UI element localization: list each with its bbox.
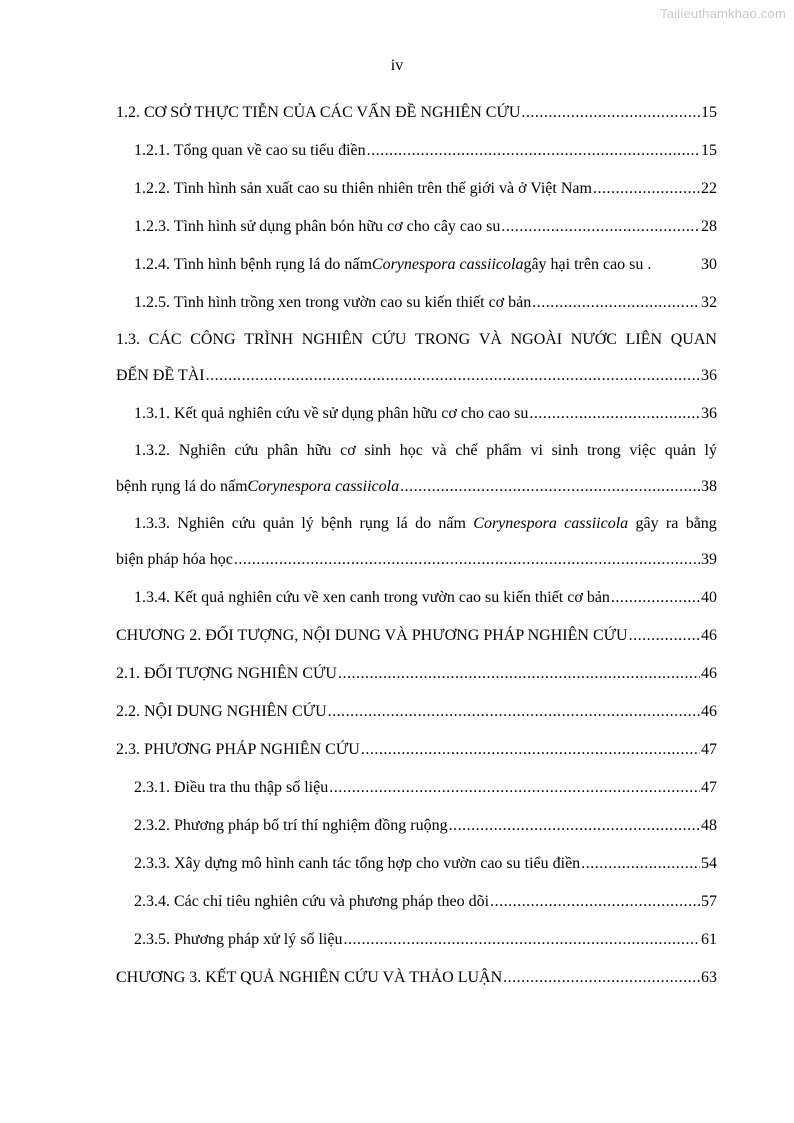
watermark: Tailieuthamkhao.com <box>660 6 786 21</box>
toc-word: VÀ <box>478 331 502 348</box>
toc-entry-line <box>116 959 717 997</box>
toc-dot-leader <box>521 94 700 132</box>
toc-word: 1.3.2. <box>134 442 170 459</box>
toc-word: phân <box>266 442 299 459</box>
toc-entry-title: 2.3.4. Các chỉ tiêu nghiên cứu và phương pháp theo dõi <box>134 893 490 910</box>
toc-entry-title: 2.2. NỘI DUNG NGHIÊN CỨU <box>116 703 327 720</box>
toc-dot-leader <box>329 769 700 807</box>
toc-entry-1-2-2[interactable] <box>116 170 717 208</box>
toc-page-number: 15 <box>701 142 717 159</box>
toc-page-number: 22 <box>701 180 717 197</box>
toc-word: do <box>415 515 432 532</box>
toc-word: chế <box>455 442 478 459</box>
toc-word: 1.3. <box>116 331 140 348</box>
toc-dot-leader <box>343 921 700 959</box>
toc-entry-line <box>116 468 717 506</box>
toc-dot-leader <box>611 579 700 617</box>
toc-word: trong <box>586 442 621 459</box>
toc-page-number: 36 <box>701 405 717 422</box>
toc-word: cơ <box>340 442 356 459</box>
toc-word: học <box>399 442 423 459</box>
toc-entry-line <box>116 395 717 433</box>
toc-entry-1-3[interactable] <box>116 322 717 395</box>
toc-entry-1-3-1[interactable] <box>116 395 717 433</box>
toc-word: Nghiên <box>177 515 225 532</box>
toc-dot-leader <box>400 468 700 506</box>
toc-entry-2-3-5[interactable] <box>116 921 717 959</box>
toc-entry-1-3-3[interactable] <box>116 506 717 579</box>
toc-entry-2-2[interactable] <box>116 693 717 731</box>
toc-word: rụng <box>359 515 389 532</box>
toc-entry-line <box>116 617 717 655</box>
toc-entry-line <box>116 655 717 693</box>
toc-entry-first-line <box>116 322 717 357</box>
toc-entry-line <box>116 921 717 959</box>
toc-dot-leader <box>490 883 700 921</box>
toc-word: bệnh <box>321 515 353 532</box>
toc-entry-title: 2.3. PHƯƠNG PHÁP NGHIÊN CỨU <box>116 741 360 758</box>
toc-word: và <box>431 442 447 459</box>
toc-entry-1-2-1[interactable] <box>116 132 717 170</box>
toc-entry-title: CHƯƠNG 3. KẾT QUẢ NGHIÊN CỨU VÀ THẢO LUẬN <box>116 969 503 986</box>
toc-page-number: 15 <box>701 104 717 121</box>
toc-entry-1-2-5[interactable] <box>116 284 717 322</box>
toc-page-number: 46 <box>701 703 717 720</box>
toc-entry-title: 2.1. ĐỐI TƯỢNG NGHIÊN CỨU <box>116 665 337 682</box>
toc-page-number: 39 <box>701 551 717 568</box>
toc-page-number: 47 <box>701 741 717 758</box>
toc-entry-ch3[interactable] <box>116 959 717 997</box>
toc-word: QUAN <box>670 331 717 348</box>
toc-word: nấm <box>438 515 466 532</box>
toc-word: lá <box>396 515 408 532</box>
toc-page-number: 28 <box>701 218 717 235</box>
toc-word: cứu <box>231 515 256 532</box>
toc-dot-leader <box>532 284 700 322</box>
toc-word: CỨU <box>371 331 407 348</box>
toc-entry-title: CHƯƠNG 2. ĐỐI TƯỢNG, NỘI DUNG VÀ PHƯƠNG PHÁP NGHIÊN CỨU <box>116 627 628 644</box>
toc-entry-title: 1.2. CƠ SỞ THỰC TIỄN CỦA CÁC VẤN ĐỀ NGHIÊN CỨU <box>116 104 521 121</box>
toc-page-number: 46 <box>701 627 717 644</box>
toc-word: gây <box>635 515 659 532</box>
toc-word: LIÊN <box>625 331 663 348</box>
toc-entry-title: 2.3.1. Điều tra thu thập số liệu <box>134 779 329 796</box>
toc-page-number: 48 <box>701 817 717 834</box>
toc-word: NGOÀI <box>510 331 563 348</box>
toc-entry-title: 1.2.1. Tổng quan về cao su tiểu điền <box>134 142 366 159</box>
toc-entry-first-line <box>116 433 717 468</box>
toc-entry-line <box>116 883 717 921</box>
toc-word: ra <box>665 515 679 532</box>
toc-dot-leader <box>501 208 700 246</box>
toc-entry-line <box>116 132 717 170</box>
toc-entry-title: 2.3.2. Phương pháp bố trí thí nghiệm đồng ruộng <box>134 817 448 834</box>
toc-page-number: 32 <box>701 294 717 311</box>
toc-dot-leader <box>629 617 700 655</box>
toc-entry-title: ĐẾN ĐỀ TÀI <box>116 367 205 384</box>
toc-entry-2-3-3[interactable] <box>116 845 717 883</box>
toc-word: sinh <box>364 442 392 459</box>
toc-entry-italic: Corynespora cassiicola <box>247 478 400 495</box>
toc-word: lý <box>301 515 314 532</box>
toc-dot-leader <box>206 357 700 395</box>
toc-entry-1-2[interactable] <box>116 94 717 132</box>
toc-word: cassiicola <box>564 515 629 532</box>
toc-word: vi <box>530 442 543 459</box>
toc-entry-line <box>116 693 717 731</box>
toc-page-number: 46 <box>701 665 717 682</box>
toc-word: CÔNG <box>190 331 236 348</box>
toc-entry-title: 1.2.2. Tình hình sản xuất cao su thiên nhiên trên thế giới và ở Việt Nam <box>134 180 592 197</box>
toc-word: CÁC <box>148 331 182 348</box>
toc-dot-leader <box>529 395 700 433</box>
toc-page-number: 30 <box>701 256 717 273</box>
toc-entry-title: 1.2.4. Tình hình bệnh rụng lá do nấm <box>134 256 372 273</box>
toc-dot-leader <box>367 132 700 170</box>
toc-word: NGHIÊN <box>301 331 364 348</box>
toc-dot-leader <box>503 959 700 997</box>
toc-entry-1-3-2[interactable] <box>116 433 717 506</box>
toc-entry-line <box>116 807 717 845</box>
toc-page-number: 57 <box>701 893 717 910</box>
toc-entry-title: biện pháp hóa học <box>116 551 233 568</box>
toc-entry-line <box>116 170 717 208</box>
toc-entry-line <box>116 579 717 617</box>
toc-word: lý <box>704 442 717 459</box>
toc-page-number: 38 <box>701 478 717 495</box>
toc-dot-leader <box>234 541 700 579</box>
toc-dot-leader <box>328 693 700 731</box>
toc-word: quản <box>262 515 294 532</box>
toc-entry-2-3-2[interactable] <box>116 807 717 845</box>
toc-word: sinh <box>551 442 579 459</box>
toc-entry-1-2-3[interactable] <box>116 208 717 246</box>
toc-entry-line <box>116 284 717 322</box>
page-number: iv <box>390 57 404 74</box>
toc-dot-leader <box>593 170 700 208</box>
toc-entry-title: 1.2.3. Tình hình sử dụng phân bón hữu cơ cho cây cao su <box>134 218 501 235</box>
toc-word: quản <box>664 442 696 459</box>
toc-page-number: 61 <box>701 931 717 948</box>
toc-word: việc <box>629 442 657 459</box>
toc-entry-line <box>116 769 717 807</box>
toc-entry-1-3-4[interactable] <box>116 579 717 617</box>
toc-dot-leader <box>361 731 700 769</box>
toc-entry-line <box>116 246 717 284</box>
toc-entry-ch2[interactable] <box>116 617 717 655</box>
toc-entry-title: 2.3.5. Phương pháp xử lý số liệu <box>134 931 343 948</box>
toc-entry-2-3-4[interactable] <box>116 883 717 921</box>
toc-entry-title: bệnh rụng lá do nấm <box>116 478 248 495</box>
toc-dot-leader <box>581 845 700 883</box>
table-of-contents <box>116 94 717 997</box>
toc-entry-2-3-1[interactable] <box>116 769 717 807</box>
toc-dot-leader <box>338 655 700 693</box>
toc-page-number: 54 <box>701 855 717 872</box>
toc-word: Corynespora <box>473 515 557 532</box>
toc-page-number: 40 <box>701 589 717 606</box>
toc-word: bằng <box>685 515 717 532</box>
toc-entry-line <box>116 208 717 246</box>
toc-entry-2-3[interactable] <box>116 731 717 769</box>
toc-entry-1-2-4[interactable] <box>116 246 717 284</box>
toc-word: Nghiên <box>178 442 226 459</box>
toc-page-number: 36 <box>701 367 717 384</box>
toc-entry-first-line <box>116 506 717 541</box>
toc-word: cứu <box>234 442 259 459</box>
toc-entry-italic: Corynespora cassiicola <box>371 256 524 273</box>
toc-entry-title: 1.3.1. Kết quả nghiên cứu về sử dụng phân hữu cơ cho cao su <box>134 405 529 422</box>
toc-entry-line <box>116 541 717 579</box>
toc-entry-line <box>116 731 717 769</box>
toc-entry-title: 1.2.5. Tình hình trồng xen trong vườn cao su kiến thiết cơ bản <box>134 294 532 311</box>
toc-dot-leader <box>449 807 700 845</box>
toc-entry-line <box>116 357 717 395</box>
toc-word: phẩm <box>486 442 522 459</box>
toc-page-number: 47 <box>701 779 717 796</box>
toc-word: TRÌNH <box>244 331 294 348</box>
toc-entry-tail: gây hại trên cao su . <box>523 256 652 273</box>
toc-entry-line <box>116 845 717 883</box>
toc-word: NƯỚC <box>570 331 617 348</box>
toc-entry-2-1[interactable] <box>116 655 717 693</box>
toc-page-number: 63 <box>701 969 717 986</box>
toc-word: TRONG <box>415 331 471 348</box>
toc-word: 1.3.3. <box>134 515 170 532</box>
toc-entry-title: 2.3.3. Xây dựng mô hình canh tác tổng hợp cho vườn cao su tiểu điền <box>134 855 581 872</box>
toc-entry-line <box>116 94 717 132</box>
toc-word: hữu <box>306 442 332 459</box>
toc-entry-title: 1.3.4. Kết quả nghiên cứu về xen canh trong vườn cao su kiến thiết cơ bản <box>134 589 610 606</box>
